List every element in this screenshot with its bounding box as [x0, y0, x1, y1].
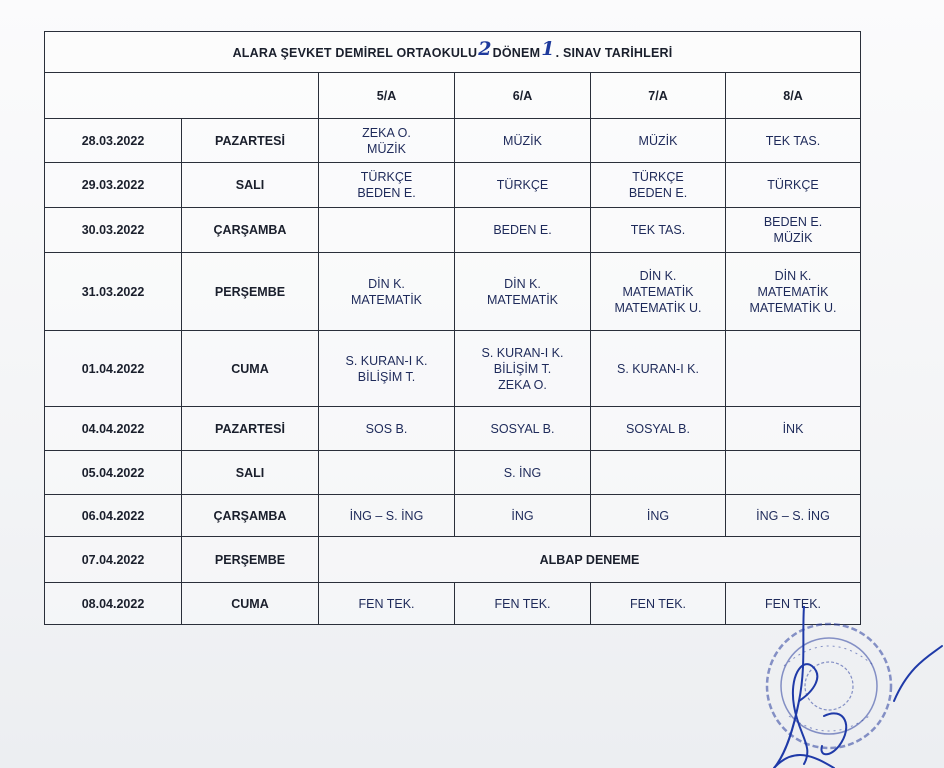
exam-subject: BEDEN E. — [357, 186, 416, 200]
row-date: 28.03.2022 — [45, 119, 182, 163]
exam-subject: MATEMATİK U. — [614, 300, 702, 315]
row-date: 08.04.2022 — [45, 583, 182, 625]
schedule-row — [45, 451, 861, 495]
header-class-5a: 5/A — [319, 73, 455, 119]
exam-cell-5a — [319, 253, 455, 331]
exam-subject: MATEMATİK — [350, 292, 423, 307]
exam-cell-6a — [455, 208, 591, 253]
row-day: SALI — [182, 163, 319, 208]
header-class-6a: 6/A — [455, 73, 591, 119]
exam-cell-8a — [726, 331, 861, 407]
schedule-row — [45, 119, 861, 163]
exam-subject: TÜRKÇE — [360, 170, 413, 184]
exam-subject: MATEMATİK — [486, 292, 559, 307]
exam-cell-7a — [591, 407, 726, 451]
row-date: 04.04.2022 — [45, 407, 182, 451]
title-school: ALARA ŞEVKET DEMİREL ORTAOKULU — [232, 46, 478, 60]
exam-subject: DİN K. — [368, 276, 405, 291]
row-date: 07.04.2022 — [45, 537, 182, 583]
school-stamp — [744, 606, 944, 768]
exam-subject: İNG – S. İNG — [349, 508, 424, 523]
schedule-row — [45, 495, 861, 537]
exam-cell-7a — [591, 208, 726, 253]
exam-subject: TÜRKÇE — [632, 170, 684, 184]
exam-subject: ZEKA O. — [498, 377, 547, 392]
exam-cell-7a — [591, 253, 726, 331]
schedule-row — [45, 583, 861, 625]
handwritten-exam-number: 1 — [541, 38, 555, 60]
exam-cell-8a — [726, 451, 861, 495]
exam-cell-8a — [726, 208, 861, 253]
exam-subject: DİN K. — [639, 268, 677, 283]
schedule-title — [45, 32, 861, 73]
schedule-row — [45, 253, 861, 331]
exam-cell-5a — [319, 163, 455, 208]
exam-cell-8a — [726, 119, 861, 163]
exam-subject: S. İNG — [503, 465, 542, 480]
exam-subject: BİLİŞİM T. — [493, 361, 552, 376]
exam-subject: SOSYAL B. — [626, 421, 690, 436]
schedule-row — [45, 537, 861, 583]
exam-cell-5a — [319, 583, 455, 625]
exam-subject: MÜZİK — [503, 133, 542, 148]
row-day: PERŞEMBE — [182, 253, 319, 331]
exam-subject: İNG — [646, 508, 670, 523]
exam-cell-7a — [591, 451, 726, 495]
exam-schedule-table — [44, 31, 861, 625]
exam-cell-5a — [319, 208, 455, 253]
exam-subject: SOSYAL B. — [490, 421, 555, 436]
exam-subject: TEK TAS. — [630, 223, 686, 237]
handwritten-semester: 2 — [478, 38, 492, 60]
header-class-8a: 8/A — [726, 73, 861, 119]
schedule-row — [45, 208, 861, 253]
exam-subject: TÜRKÇE — [496, 178, 549, 192]
header-row — [45, 73, 861, 119]
exam-subject: BEDEN E. — [763, 215, 823, 229]
exam-cell-6a — [455, 495, 591, 537]
exam-cell-8a — [726, 253, 861, 331]
exam-cell-5a — [319, 331, 455, 407]
exam-subject: MÜZİK — [367, 141, 406, 156]
exam-cell-6a — [455, 119, 591, 163]
row-date: 01.04.2022 — [45, 331, 182, 407]
exam-subject: S. KURAN-I K. — [481, 345, 564, 360]
exam-cell-5a — [319, 495, 455, 537]
row-day: PAZARTESİ — [182, 407, 319, 451]
exam-cell-7a — [591, 163, 726, 208]
exam-subject: MÜZİK — [773, 231, 813, 245]
exam-subject: TEK TAS. — [765, 133, 821, 148]
exam-cell-5a — [319, 407, 455, 451]
title-donem: DÖNEM — [492, 46, 541, 60]
exam-cell-8a — [726, 163, 861, 208]
row-day: SALI — [182, 451, 319, 495]
exam-subject: BEDEN E. — [628, 186, 688, 200]
header-blank — [45, 73, 319, 119]
exam-subject: DİN K. — [504, 276, 541, 291]
title-sinav: . SINAV TARİHLERİ — [555, 46, 673, 60]
exam-subject: S. KURAN-I K. — [617, 361, 699, 376]
schedule-row — [45, 163, 861, 208]
exam-subject: MÜZİK — [638, 133, 678, 148]
row-day: CUMA — [182, 331, 319, 407]
exam-subject: MATEMATİK — [757, 284, 829, 299]
exam-cell-8a — [726, 495, 861, 537]
exam-subject: İNG — [511, 508, 534, 523]
exam-subject: FEN TEK. — [764, 596, 822, 611]
exam-cell-7a — [591, 583, 726, 625]
exam-cell-6a — [455, 407, 591, 451]
exam-cell-7a — [591, 331, 726, 407]
exam-cell-6a — [455, 331, 591, 407]
row-date: 05.04.2022 — [45, 451, 182, 495]
schedule-row — [45, 407, 861, 451]
exam-cell-6a — [455, 451, 591, 495]
exam-cell-8a — [726, 407, 861, 451]
row-day: ÇARŞAMBA — [182, 208, 319, 253]
exam-subject: BEDEN E. — [493, 223, 552, 237]
exam-subject: FEN TEK. — [629, 596, 687, 611]
exam-subject: İNG – S. İNG — [756, 508, 830, 523]
exam-subject: MATEMATİK — [622, 284, 694, 299]
exam-cell-6a — [455, 163, 591, 208]
exam-cell-7a — [591, 495, 726, 537]
exam-cell-6a — [455, 253, 591, 331]
schedule-row — [45, 331, 861, 407]
exam-subject: SOS B. — [365, 421, 408, 436]
row-date: 29.03.2022 — [45, 163, 182, 208]
exam-cell-5a — [319, 119, 455, 163]
exam-subject: FEN TEK. — [494, 596, 551, 611]
exam-subject: S. KURAN-I K. — [345, 353, 428, 368]
header-class-7a: 7/A — [591, 73, 726, 119]
row-date: 30.03.2022 — [45, 208, 182, 253]
row-day: PAZARTESİ — [182, 119, 319, 163]
row-day: ÇARŞAMBA — [182, 495, 319, 537]
exam-subject: MATEMATİK U. — [749, 300, 837, 315]
row-date: 06.04.2022 — [45, 495, 182, 537]
exam-cell-7a — [591, 119, 726, 163]
exam-cell-6a — [455, 583, 591, 625]
merged-exam-cell: ALBAP DENEME — [319, 537, 861, 583]
exam-subject: DİN K. — [774, 268, 812, 283]
row-day: PERŞEMBE — [182, 537, 319, 583]
exam-subject: TÜRKÇE — [767, 178, 819, 192]
exam-subject: ZEKA O. — [362, 125, 411, 140]
row-date: 31.03.2022 — [45, 253, 182, 331]
exam-subject: FEN TEK. — [358, 596, 415, 611]
exam-subject: BİLİŞİM T. — [357, 369, 416, 384]
exam-subject: İNK — [782, 421, 804, 436]
row-day: CUMA — [182, 583, 319, 625]
exam-cell-5a — [319, 451, 455, 495]
